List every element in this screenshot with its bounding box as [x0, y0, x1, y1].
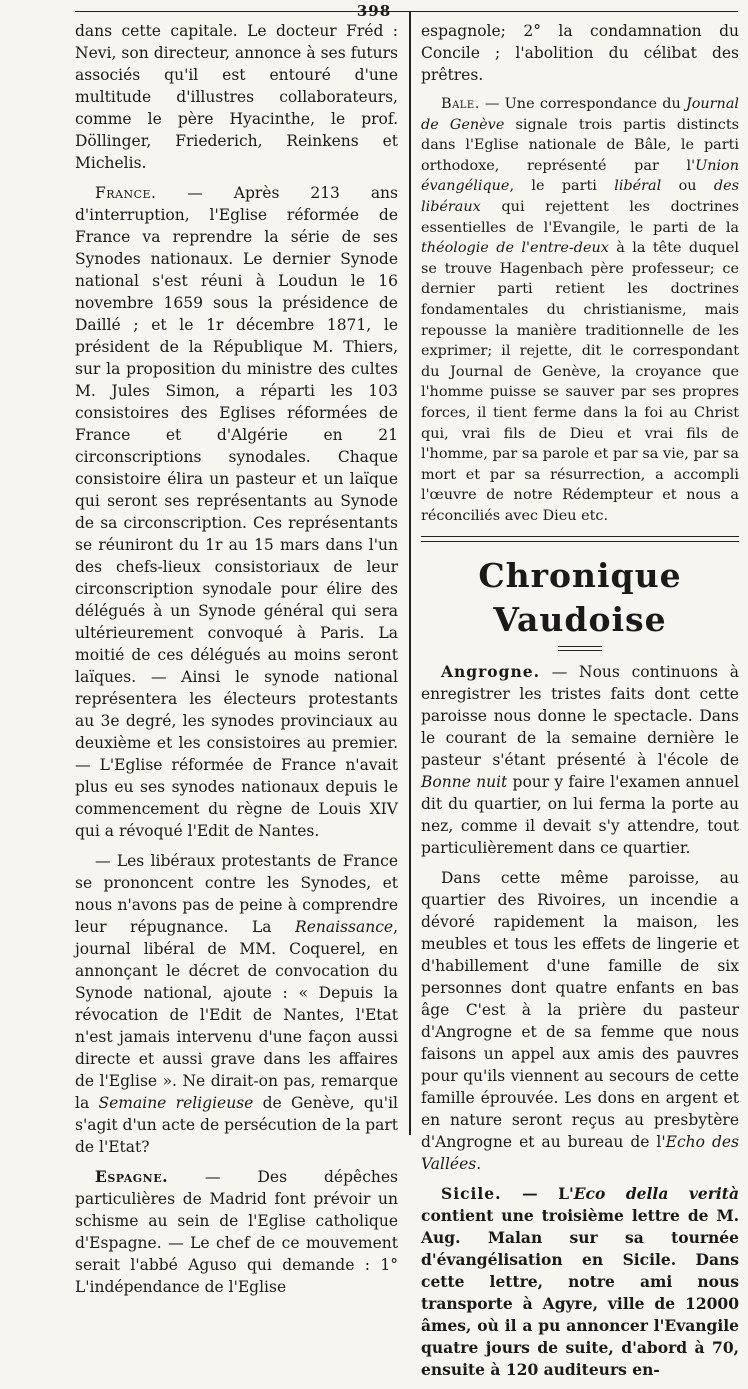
espagne-continuation: espagnole; 2° la condamnation du Concile ; l'abolition du célibat des prêtres. — [421, 22, 739, 84]
section-divider — [421, 536, 739, 542]
liberal-term: libéral — [614, 178, 662, 195]
des-liberaux-term: des libéraux — [421, 178, 739, 215]
rivoires-text-b: . — [476, 1155, 482, 1174]
right-column — [421, 20, 739, 1389]
angrogne-paragraph — [421, 661, 739, 859]
theologie-term: théologie de l'entre-deux — [421, 240, 609, 257]
column-divider — [409, 12, 411, 1135]
bale-text-6: à la tête duquel se trouve Hagenbach père professeur; ce dernier parti retient les doctrines fondamentales du christianisme, mais repousse la manière traditionnelle de les exprimer; il rejette, dit le correspondant du Journal de Genève, la croyance que l'homme puisse se sauver par ses propres forces, il tient ferme dans la foi au Christ qui, vrai fils de Dieu et vrai fils de l'homme, par sa parole et par sa vie, par sa mort et par sa résurrection, a accompli l'œuvre de notre Rédempteur et nous a réconciliés avec Dieu etc. — [421, 240, 739, 524]
espagne-heading: Espagne. — [95, 1167, 168, 1186]
sicile-text-1: — L' — [501, 1184, 574, 1204]
union-evangelique-title: Union évangélique — [421, 157, 739, 195]
title-ornament-rule — [558, 646, 602, 651]
bale-text-2: signale trois partis distincts dans l'Eglise nationale de Bâle, le parti orthodoxe, représenté par l' — [421, 116, 739, 174]
bale-paragraph — [421, 94, 739, 526]
header-rule — [75, 11, 738, 12]
journal-de-geneve-title: Journal de Genève — [421, 96, 739, 133]
eco-della-verita-title: Eco della verità — [573, 1184, 739, 1204]
bale-text-3: , le parti — [509, 178, 615, 195]
renaissance-title: Renaissance — [295, 918, 394, 936]
bale-text-1: — Une correspondance du — [479, 96, 686, 112]
liberaux-paragraph — [75, 850, 398, 1158]
liberaux-text-a: — Les libéraux protestants de France se prononcent contre les Synodes, et nous n'avons pas de peine à comprendre leur répugnance. La — [75, 852, 398, 936]
espagne-text: — Des dépêches particulières de Madrid font prévoir un schisme au sein de l'Eglise catholique d'Espagne. — Le chef de ce mouvement serait l'abbé Aguso qui demande : 1° L'indépendance de l'Eglise — [75, 1168, 398, 1296]
france-text: — Après 213 ans d'interruption, l'Eglise réformée de France va reprendre la série de ses Synodes nationaux. Le dernier Synode national s'est réuni à Loudun le 16 novembre 1659 sous la présidence de Daillé ; et le 1r décembre 1871, le président de la République M. Thiers, sur la proposition du ministre des cultes M. Jules Simon, a réparti les 103 consistoires des Eglises réformées de France et d'Algérie en 21 circonscriptions synodales. Chaque consistoire élira un pasteur et un laïque qui seront ses représentants au Synode de sa circonscription. Ces représentants se réuniront du 1r au 15 mars dans l'un des chefs-lieux consistoriaux de leur circonscription synodale pour élire des délégués à un Synode général qui sera ultérieurement convoqué à Paris. La moitié de ces délégués au moins seront laïques. — Ainsi le synode national représentera les électeurs protestants au 3e degré, les synodes provinciaux au deuxième et les consistoires au premier. — L'Eglise réformée de France n'avait plus eu ses synodes nationaux depuis le commencement du règne de Louis XIV qui a révoqué l'Edit de Nantes. — [75, 184, 398, 840]
bale-heading: Bale. — [441, 96, 480, 112]
rivoires-text-a: Dans cette même paroisse, au quartier des Rivoires, un incendie a dévoré rapidement la maison, les meubles et tous les effets de lingerie et d'habillement d'une famille de six personnes dont quatre enfants en bas âge C'est à la prière du pasteur d'Angrogne et de sa femme que nous faisons un appel aux amis des pauvres pour qu'ils viennent au secours de cette famille éprouvée. Les dons en argent et en nature seront reçus au presbytère d'Angrogne et au bureau de l' — [421, 869, 739, 1152]
bale-text-5: qui rejettent les doctrines essentielles de l'Evangile, le parti de la — [421, 198, 739, 236]
sicile-paragraph — [421, 1183, 739, 1381]
echo-des-vallees-title: Echo des Vallées — [421, 1133, 739, 1174]
france-paragraph — [75, 182, 398, 842]
angrogne-text-2: pour y faire l'examen annuel dit du quartier, on lui ferma la porte au nez, comme il devait s'y attendre, tout particulièrement dans ce quartier. — [421, 773, 739, 858]
bonne-nuit-term: Bonne nuit — [421, 773, 508, 792]
left-column — [75, 20, 398, 1306]
france-heading: France. — [95, 184, 157, 202]
continuation-paragraph: dans cette capitale. Le docteur Fréd : Nevi, son directeur, annonce à ses futurs associés qu'il est entouré d'une multitude d'illustres collaborateurs, comme le père Hyacinthe, le prof. Döllinger, Friederich, Reinkens et Michelis. — [75, 22, 398, 172]
sicile-heading: Sicile. — [441, 1184, 502, 1204]
espagne-paragraph — [75, 1166, 398, 1298]
angrogne-text-1: — Nous continuons à enregistrer les tristes faits dont cette paroisse nous donne le spectacle. Dans le courant de la semaine dernière le pasteur s'étant présenté à l'école de — [421, 663, 739, 770]
semaine-religieuse-title: Semaine religieuse — [98, 1094, 254, 1112]
rivoires-paragraph — [421, 867, 739, 1175]
liberaux-text-b: , journal libéral de MM. Coquerel, en annonçant le décret de convocation du Synode national, ajoute : « Depuis la révocation de l'Edit de Nantes, l'Etat n'est jamais intervenu d'une façon aussi directe et aussi grave dans les affaires de l'Eglise ». Ne dirait-on pas, remarque la — [75, 918, 398, 1112]
angrogne-heading: Angrogne. — [441, 662, 541, 682]
page-number: 398 — [356, 2, 392, 20]
sicile-text-2: contient une troisième lettre de M. Aug. Malan sur sa tournée d'évangélisation en Sicile. Dans cette lettre, notre ami nous transporte à Agyre, ville de 12000 âmes, où il a pu annoncer l'Evangile quatre jours de suite, d'abord à 70, ensuite à 120 auditeurs en- — [421, 1206, 739, 1380]
chronique-title: Chronique Vaudoise — [478, 556, 682, 640]
liberaux-text-c: de Genève, qu'il s'agit d'un acte de persécution de la part de l'Etat? — [75, 1094, 398, 1156]
bale-text-4: ou — [661, 178, 714, 195]
